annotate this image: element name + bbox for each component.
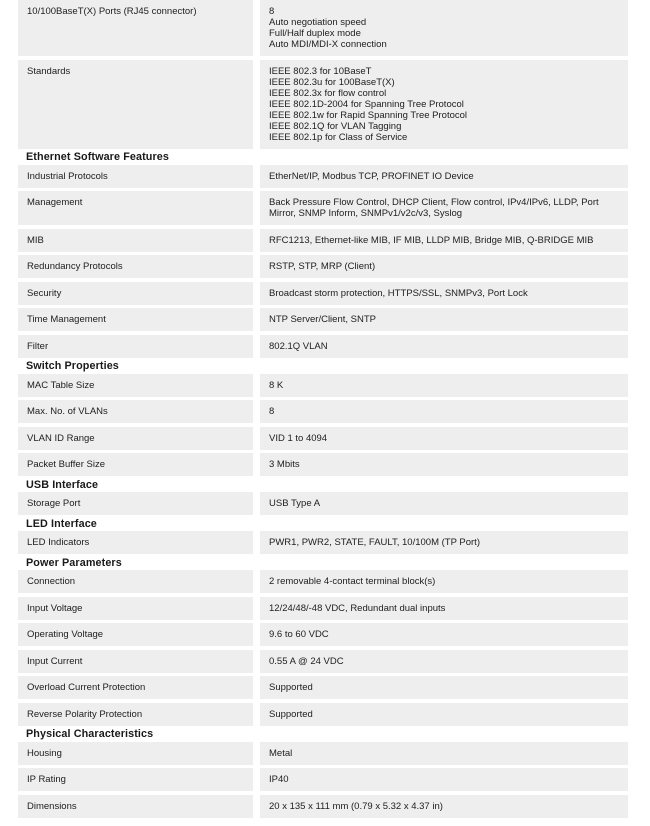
spec-row-input-voltage <box>18 597 628 620</box>
spec-row-mib <box>18 229 628 252</box>
spec-value <box>260 768 628 791</box>
spec-value <box>260 255 628 278</box>
spec-value-line: 3 Mbits <box>269 459 300 470</box>
spec-value <box>260 374 628 397</box>
spec-value-line: 20 x 135 x 111 mm (0.79 x 5.32 x 4.37 in) <box>269 800 443 812</box>
section-title-usb-interface: USB Interface <box>26 478 99 491</box>
spec-value <box>260 597 628 620</box>
spec-value-line: Auto MDI/MDI-X connection <box>269 39 387 50</box>
spec-label: Input Voltage <box>18 597 253 620</box>
spec-value-line: IEEE 802.1w for Rapid Spanning Tree Protocol <box>269 109 468 121</box>
spec-value <box>260 676 628 699</box>
spec-label: Max. No. of VLANs <box>18 400 253 423</box>
spec-value-line: Auto negotiation speed <box>269 17 367 28</box>
spec-row-storage-port <box>18 492 628 515</box>
spec-row-management <box>18 191 628 225</box>
spec-value <box>260 165 628 188</box>
spec-row-redundancy-protocols <box>18 255 628 278</box>
spec-row-ip-rating <box>18 768 628 791</box>
spec-value <box>260 795 628 818</box>
spec-label: Standards <box>18 60 253 149</box>
spec-label: Housing <box>18 742 253 765</box>
spec-value-line: 12/24/48/-48 VDC, Redundant dual inputs <box>269 602 446 614</box>
spec-label: Input Current <box>18 650 253 673</box>
spec-value-line: Supported <box>269 682 313 693</box>
spec-value <box>260 492 628 515</box>
spec-value <box>260 282 628 305</box>
spec-value-line: IEEE 802.3 for 10BaseT <box>269 65 372 77</box>
section-title-power-parameters: Power Parameters <box>26 556 122 569</box>
spec-value-line: Supported <box>269 708 313 720</box>
spec-row-housing <box>18 742 628 765</box>
spec-value-line: VID 1 to 4094 <box>269 432 328 444</box>
spec-value-line: RFC1213, Ethernet-like MIB, IF MIB, LLDP MIB, Bridge MIB, Q-BRIDGE MIB <box>269 234 594 246</box>
spec-value-line: 2 removable 4-contact terminal block(s) <box>269 576 436 587</box>
spec-value-line: Metal <box>269 747 293 759</box>
spec-value-line: IEEE 802.3x for flow control <box>269 87 387 99</box>
spec-value-line: EtherNet/IP, Modbus TCP, PROFINET IO Device <box>269 170 474 182</box>
spec-label: 10/100BaseT(X) Ports (RJ45 connector) <box>18 0 253 56</box>
spec-label: Time Management <box>18 308 253 331</box>
spec-row-mac-table-size <box>18 374 628 397</box>
spec-row-input-current <box>18 650 628 673</box>
spec-value <box>260 650 628 673</box>
spec-label: MIB <box>18 229 253 252</box>
spec-label: Connection <box>18 570 253 593</box>
section-title-ethernet-software-features: Ethernet Software Features <box>26 151 169 163</box>
spec-value-line: IEEE 802.1Q for VLAN Tagging <box>269 120 402 132</box>
spec-value-line: 802.1Q VLAN <box>269 340 328 352</box>
spec-value <box>260 742 628 765</box>
spec-value <box>260 623 628 646</box>
spec-value-line: IEEE 802.1p for Class of Service <box>269 131 408 143</box>
spec-value <box>260 191 628 225</box>
spec-value-line: RSTP, STP, MRP (Client) <box>269 261 376 272</box>
spec-value <box>260 453 628 476</box>
spec-value-line: Broadcast storm protection, HTTPS/SSL, SNMPv3, Port Lock <box>269 287 528 299</box>
spec-value-line: Back Pressure Flow Control, DHCP Client, Flow control, IPv4/IPv6, LLDP, Port Mirror, SNMP Inform, SNMPv1/v2c/v3, Syslog <box>269 197 599 219</box>
spec-value-line: 8 K <box>269 379 284 391</box>
spec-label: Redundancy Protocols <box>18 255 253 278</box>
spec-value-line: 0.55 A @ 24 VDC <box>269 655 344 667</box>
spec-row-connection <box>18 570 628 593</box>
spec-label: VLAN ID Range <box>18 427 253 450</box>
spec-value <box>260 229 628 252</box>
spec-value <box>260 703 628 726</box>
spec-row-filter <box>18 335 628 358</box>
spec-label: Packet Buffer Size <box>18 453 253 476</box>
spec-label: Management <box>18 191 253 225</box>
spec-label: Overload Current Protection <box>18 676 253 699</box>
spec-value <box>260 60 628 149</box>
spec-row-operating-voltage <box>18 623 628 646</box>
section-title-switch-properties: Switch Properties <box>26 360 119 372</box>
spec-value-line: Full/Half duplex mode <box>269 28 361 39</box>
spec-row-max-no-of-vlans <box>18 400 628 423</box>
spec-row-standards <box>18 60 628 149</box>
spec-row-time-management <box>18 308 628 331</box>
spec-label: Security <box>18 282 253 305</box>
spec-value <box>260 335 628 358</box>
spec-label: IP Rating <box>18 768 253 791</box>
spec-value-line: USB Type A <box>269 498 321 509</box>
spec-value-line: IP40 <box>269 774 289 785</box>
spec-value <box>260 400 628 423</box>
spec-row-dimensions <box>18 795 628 818</box>
spec-label: Filter <box>18 335 253 358</box>
spec-row-10-100baset-x-ports-rj45-connector <box>18 0 628 56</box>
spec-value-line: 8 <box>269 406 275 417</box>
spec-value-line: IEEE 802.1D-2004 for Spanning Tree Protocol <box>269 98 464 110</box>
spec-row-reverse-polarity-protection <box>18 703 628 726</box>
spec-value <box>260 308 628 331</box>
spec-row-industrial-protocols <box>18 165 628 188</box>
section-title-led-interface: LED Interface <box>26 517 97 530</box>
spec-label: MAC Table Size <box>18 374 253 397</box>
spec-value-line: 9.6 to 60 VDC <box>269 629 329 640</box>
spec-value <box>260 531 628 554</box>
spec-value-line: PWR1, PWR2, STATE, FAULT, 10/100M (TP Port) <box>269 537 480 548</box>
spec-label: Storage Port <box>18 492 253 515</box>
spec-value-line: 8 <box>269 6 275 17</box>
spec-label: Reverse Polarity Protection <box>18 703 253 726</box>
spec-label: Dimensions <box>18 795 253 818</box>
spec-row-overload-current-protection <box>18 676 628 699</box>
spec-row-security <box>18 282 628 305</box>
section-title-physical-characteristics: Physical Characteristics <box>26 728 154 740</box>
spec-table <box>18 0 628 818</box>
spec-value-line: NTP Server/Client, SNTP <box>269 314 376 325</box>
spec-value <box>260 570 628 593</box>
spec-value <box>260 0 628 56</box>
spec-value-line: IEEE 802.3u for 100BaseT(X) <box>269 76 395 88</box>
spec-label: Operating Voltage <box>18 623 253 646</box>
spec-label: Industrial Protocols <box>18 165 253 188</box>
spec-row-vlan-id-range <box>18 427 628 450</box>
spec-row-led-indicators <box>18 531 628 554</box>
spec-value <box>260 427 628 450</box>
spec-row-packet-buffer-size <box>18 453 628 476</box>
spec-label: LED Indicators <box>18 531 253 554</box>
